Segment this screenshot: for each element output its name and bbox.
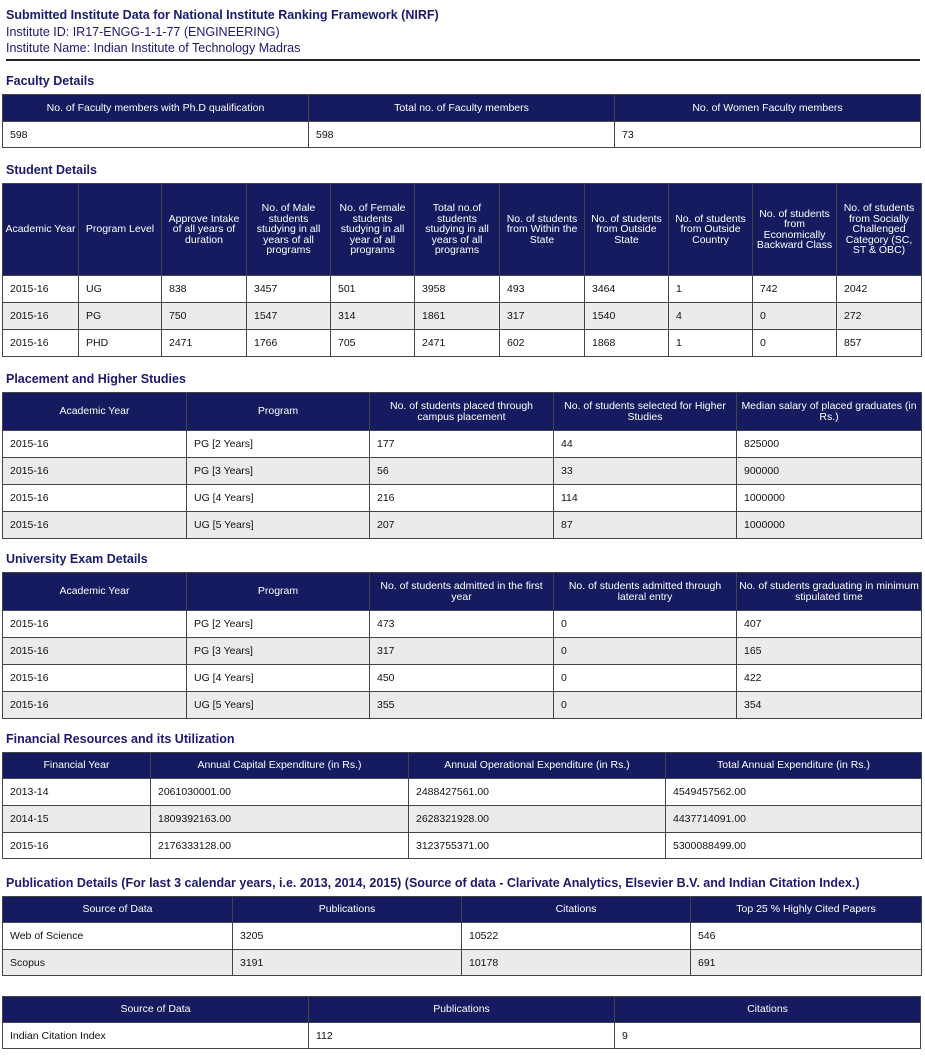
column-header: No. of students from Within the State (500, 184, 585, 276)
column-header: Total Annual Expenditure (in Rs.) (666, 753, 922, 779)
table-cell: 2014-15 (3, 806, 151, 833)
table-cell: 1809392163.00 (151, 806, 409, 833)
table-cell: 2015-16 (3, 458, 187, 485)
table-cell: 317 (370, 638, 554, 665)
table-cell: 546 (691, 923, 922, 950)
table-cell: Web of Science (3, 923, 233, 950)
table-header-row (3, 573, 922, 611)
column-header: Academic Year (3, 184, 79, 276)
column-header: Citations (615, 997, 921, 1023)
table-cell: 317 (500, 303, 585, 330)
table-cell: PG [2 Years] (187, 431, 370, 458)
table-row (3, 779, 922, 806)
placement-table (2, 392, 922, 539)
table-cell: 2628321928.00 (409, 806, 666, 833)
table-cell: 2015-16 (3, 692, 187, 719)
table-cell: 216 (370, 485, 554, 512)
table-cell: 450 (370, 665, 554, 692)
report-header (6, 7, 920, 61)
column-header: Top 25 % Highly Cited Papers (691, 897, 922, 923)
table-row (3, 665, 922, 692)
table-cell: 2013-14 (3, 779, 151, 806)
table-cell: 1000000 (737, 485, 922, 512)
table-cell: 4 (669, 303, 753, 330)
section-title-placement: Placement and Higher Studies (6, 372, 186, 386)
table-cell: 1868 (585, 330, 669, 357)
column-header: No. of students admitted in the first year (370, 573, 554, 611)
table-cell: PG (79, 303, 162, 330)
section-title-students: Student Details (6, 163, 97, 177)
table-cell: 87 (554, 512, 737, 539)
table-row (3, 330, 922, 357)
column-header: Annual Capital Expenditure (in Rs.) (151, 753, 409, 779)
table-cell: 2061030001.00 (151, 779, 409, 806)
table-cell: 0 (554, 611, 737, 638)
table-cell: 272 (837, 303, 922, 330)
table-cell: 10178 (462, 950, 691, 976)
section-title-exam: University Exam Details (6, 552, 148, 566)
table-cell: 2015-16 (3, 665, 187, 692)
column-header: Total no. of Faculty members (309, 95, 615, 122)
table-cell: 2015-16 (3, 611, 187, 638)
column-header: No. of Male students studying in all years of all programs (247, 184, 331, 276)
column-header: Academic Year (3, 573, 187, 611)
table-header-row (3, 997, 921, 1023)
table-row (3, 122, 921, 148)
table-row (3, 458, 922, 485)
table-cell: 2015-16 (3, 330, 79, 357)
column-header: Citations (462, 897, 691, 923)
column-header: Academic Year (3, 393, 187, 431)
table-cell: 4437714091.00 (666, 806, 922, 833)
column-header: Publications (309, 997, 615, 1023)
table-cell: 2471 (162, 330, 247, 357)
table-cell: 1 (669, 276, 753, 303)
table-cell: 0 (554, 665, 737, 692)
table-cell: 598 (309, 122, 615, 148)
column-header: Total no.of students studying in all years of all programs (415, 184, 500, 276)
column-header: No. of Women Faculty members (615, 95, 921, 122)
table-cell: 3205 (233, 923, 462, 950)
report-title: Submitted Institute Data for National Institute Ranking Framework (NIRF) (6, 8, 439, 22)
column-header: Program (187, 393, 370, 431)
table-cell: 2015-16 (3, 485, 187, 512)
table-cell: 2015-16 (3, 512, 187, 539)
column-header: No. of students from Socially Challenged Category (SC, ST & OBC) (837, 184, 922, 276)
financial-table (2, 752, 922, 859)
table-cell: 4549457562.00 (666, 779, 922, 806)
table-cell: 691 (691, 950, 922, 976)
table-cell: 2471 (415, 330, 500, 357)
table-cell: 2015-16 (3, 431, 187, 458)
table-row (3, 512, 922, 539)
table-cell: UG [4 Years] (187, 665, 370, 692)
table-cell: 2015-16 (3, 638, 187, 665)
table-header-row (3, 393, 922, 431)
column-header: No. of students from Outside Country (669, 184, 753, 276)
table-cell: 1766 (247, 330, 331, 357)
column-header: No. of Faculty members with Ph.D qualification (3, 95, 309, 122)
table-cell: 112 (309, 1023, 615, 1049)
column-header: Financial Year (3, 753, 151, 779)
table-row (3, 276, 922, 303)
table-row (3, 950, 922, 976)
table-cell: Indian Citation Index (3, 1023, 309, 1049)
table-cell: 177 (370, 431, 554, 458)
table-row (3, 1023, 921, 1049)
table-cell: 56 (370, 458, 554, 485)
faculty-table (2, 94, 921, 148)
table-cell: 1547 (247, 303, 331, 330)
table-cell: UG [5 Years] (187, 512, 370, 539)
table-cell: 501 (331, 276, 415, 303)
table-cell: 857 (837, 330, 922, 357)
table-cell: 750 (162, 303, 247, 330)
column-header: No. of students from Economically Backward Class (753, 184, 837, 276)
table-cell: PHD (79, 330, 162, 357)
table-cell: 0 (753, 330, 837, 357)
column-header: Publications (233, 897, 462, 923)
table-row (3, 431, 922, 458)
column-header: Approve Intake of all years of duration (162, 184, 247, 276)
table-cell: 0 (753, 303, 837, 330)
table-cell: 422 (737, 665, 922, 692)
table-cell: 602 (500, 330, 585, 357)
column-header: Source of Data (3, 897, 233, 923)
column-header: Source of Data (3, 997, 309, 1023)
table-cell: 3457 (247, 276, 331, 303)
table-cell: 493 (500, 276, 585, 303)
column-header: Annual Operational Expenditure (in Rs.) (409, 753, 666, 779)
table-cell: 10522 (462, 923, 691, 950)
table-cell: 355 (370, 692, 554, 719)
table-cell: 5300088499.00 (666, 833, 922, 859)
table-header-row (3, 897, 922, 923)
table-row (3, 692, 922, 719)
table-row (3, 833, 922, 859)
table-cell: PG [3 Years] (187, 638, 370, 665)
table-cell: 838 (162, 276, 247, 303)
table-cell: 0 (554, 638, 737, 665)
institute-id: Institute ID: IR17-ENGG-1-1-77 (ENGINEERING) (6, 24, 280, 39)
column-header: No. of Female students studying in all year of all programs (331, 184, 415, 276)
table-header-row (3, 753, 922, 779)
table-cell: 2488427561.00 (409, 779, 666, 806)
citation-index-table (2, 996, 921, 1049)
table-cell: 3123755371.00 (409, 833, 666, 859)
table-cell: 2015-16 (3, 303, 79, 330)
table-cell: 705 (331, 330, 415, 357)
column-header: No. of students selected for Higher Studies (554, 393, 737, 431)
table-cell: 742 (753, 276, 837, 303)
table-cell: 2015-16 (3, 833, 151, 859)
table-cell: 598 (3, 122, 309, 148)
table-cell: 1540 (585, 303, 669, 330)
table-cell: UG [4 Years] (187, 485, 370, 512)
table-cell: 354 (737, 692, 922, 719)
table-cell: 3464 (585, 276, 669, 303)
table-cell: 207 (370, 512, 554, 539)
table-row (3, 638, 922, 665)
table-cell: 473 (370, 611, 554, 638)
column-header: Program (187, 573, 370, 611)
table-row (3, 303, 922, 330)
publication-table (2, 896, 922, 976)
table-header-row (3, 95, 921, 122)
institute-name: Institute Name: Indian Institute of Technology Madras (6, 41, 301, 55)
table-cell: 900000 (737, 458, 922, 485)
table-cell: 1861 (415, 303, 500, 330)
table-cell: 114 (554, 485, 737, 512)
section-title-financial: Financial Resources and its Utilization (6, 732, 235, 746)
table-cell: PG [2 Years] (187, 611, 370, 638)
column-header: No. of students from Outside State (585, 184, 669, 276)
column-header: Program Level (79, 184, 162, 276)
column-header: No. of students graduating in minimum stipulated time (737, 573, 922, 611)
column-header: No. of students placed through campus placement (370, 393, 554, 431)
table-cell: 33 (554, 458, 737, 485)
table-cell: 1 (669, 330, 753, 357)
table-cell: 825000 (737, 431, 922, 458)
table-cell: Scopus (3, 950, 233, 976)
exam-table (2, 572, 922, 719)
table-row (3, 485, 922, 512)
table-cell: 2015-16 (3, 276, 79, 303)
table-cell: 3191 (233, 950, 462, 976)
table-cell: PG [3 Years] (187, 458, 370, 485)
table-row (3, 611, 922, 638)
table-cell: UG (79, 276, 162, 303)
table-cell: 0 (554, 692, 737, 719)
table-cell: 3958 (415, 276, 500, 303)
table-row (3, 806, 922, 833)
table-cell: UG [5 Years] (187, 692, 370, 719)
table-cell: 73 (615, 122, 921, 148)
section-title-publication: Publication Details (For last 3 calendar years, i.e. 2013, 2014, 2015) (Source of data - Clarivate Analytics, Elsevier B.V. and Indian Citation Index.) (6, 876, 860, 890)
table-row (3, 923, 922, 950)
table-cell: 9 (615, 1023, 921, 1049)
student-table (2, 183, 922, 357)
table-header-row (3, 184, 922, 276)
table-cell: 2176333128.00 (151, 833, 409, 859)
table-cell: 44 (554, 431, 737, 458)
column-header: Median salary of placed graduates (in Rs.) (737, 393, 922, 431)
column-header: No. of students admitted through lateral entry (554, 573, 737, 611)
section-title-faculty: Faculty Details (6, 74, 95, 88)
table-cell: 2042 (837, 276, 922, 303)
table-cell: 407 (737, 611, 922, 638)
table-cell: 1000000 (737, 512, 922, 539)
table-cell: 165 (737, 638, 922, 665)
table-cell: 314 (331, 303, 415, 330)
